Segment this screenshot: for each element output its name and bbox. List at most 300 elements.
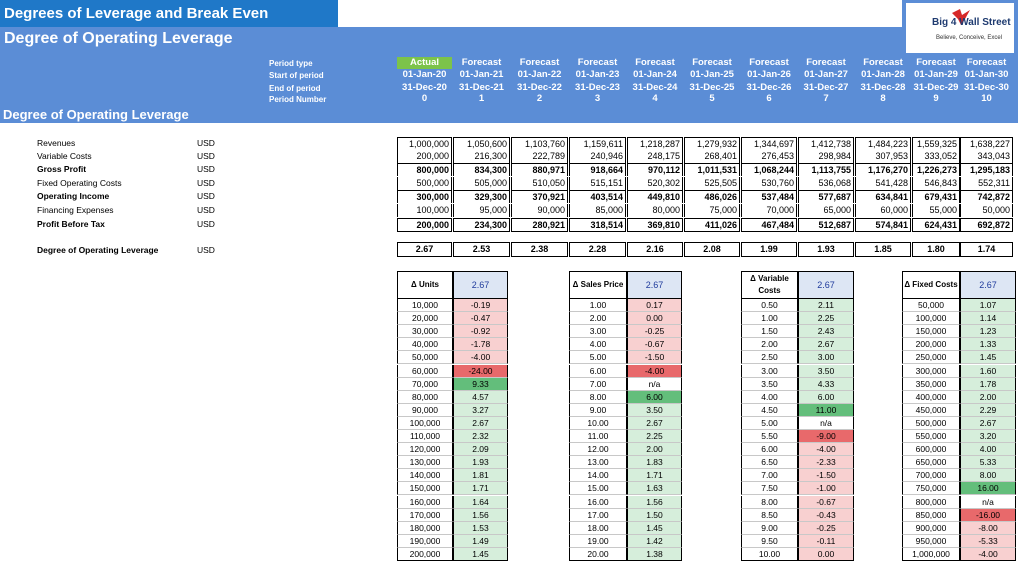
sensitivity-input[interactable]: 250,000 bbox=[902, 351, 960, 364]
sensitivity-output[interactable]: 2.11 bbox=[798, 299, 854, 312]
period-type-10: Forecast bbox=[966, 57, 1007, 68]
sensitivity-input[interactable]: 2.00 bbox=[741, 338, 798, 351]
sensitivity-output[interactable]: 2.29 bbox=[960, 404, 1016, 417]
dol-cell[interactable]: 2.28 bbox=[569, 242, 626, 257]
table-cell[interactable]: 318,514 bbox=[569, 218, 626, 232]
period-num-9: 9 bbox=[933, 93, 939, 104]
logo-tagline: Believe, Conceive, Excel bbox=[936, 35, 1003, 41]
sensitivity-output[interactable]: 0.00 bbox=[798, 548, 854, 561]
table-cell[interactable]: 510,050 bbox=[511, 177, 568, 190]
table-cell[interactable]: 298,984 bbox=[798, 150, 854, 163]
period-start-3: 01-Jan-23 bbox=[575, 69, 620, 80]
table-cell[interactable]: 1,050,600 bbox=[453, 137, 510, 150]
table-cell[interactable]: 679,431 bbox=[912, 190, 960, 203]
period-type-8: Forecast bbox=[863, 57, 903, 68]
sensitivity-input[interactable]: 8.00 bbox=[741, 496, 798, 509]
sensitivity-input[interactable]: 150,000 bbox=[902, 325, 960, 338]
sensitivity-input[interactable]: 10.00 bbox=[741, 548, 798, 561]
table-cell[interactable]: 85,000 bbox=[569, 204, 626, 217]
sensitivity-output[interactable]: 2.43 bbox=[798, 325, 854, 338]
period-num-8: 8 bbox=[880, 93, 886, 104]
table-cell[interactable]: 800,000 bbox=[397, 163, 452, 176]
sensitivity-output[interactable]: 1.78 bbox=[960, 378, 1016, 391]
sensitivity-input[interactable]: 120,000 bbox=[397, 443, 453, 456]
sensitivity-input[interactable]: 11.00 bbox=[569, 430, 627, 443]
section-title: Degree of Operating Leverage bbox=[3, 107, 189, 122]
table-cell[interactable]: 307,953 bbox=[855, 150, 911, 163]
sensitivity-output[interactable]: 5.33 bbox=[960, 456, 1016, 469]
table-cell[interactable]: 525,505 bbox=[684, 177, 740, 190]
sensitivity-output[interactable]: -0.67 bbox=[627, 338, 682, 351]
sensitivity-output[interactable]: 4.57 bbox=[453, 391, 508, 404]
sensitivity-output[interactable]: 1.71 bbox=[627, 469, 682, 482]
sensitivity-input[interactable]: 7.00 bbox=[569, 378, 627, 391]
sensitivity-input[interactable]: 6.50 bbox=[741, 456, 798, 469]
sensitivity-input[interactable]: 3.00 bbox=[741, 365, 798, 378]
sensitivity-input[interactable]: 1,000,000 bbox=[902, 548, 960, 561]
sensitivity-input[interactable]: 70,000 bbox=[397, 378, 453, 391]
sensitivity-output[interactable]: 3.50 bbox=[798, 365, 854, 378]
table-cell[interactable]: 276,453 bbox=[741, 150, 797, 163]
table-cell[interactable]: 200,000 bbox=[397, 150, 452, 163]
period-label-type: Period type bbox=[269, 59, 313, 68]
sensitivity-output[interactable]: 1.50 bbox=[627, 509, 682, 522]
sensitivity-input[interactable]: 350,000 bbox=[902, 378, 960, 391]
sensitivity-output[interactable]: 1.33 bbox=[960, 338, 1016, 351]
table-cell[interactable]: 574,841 bbox=[855, 218, 911, 232]
sensitivity-output[interactable]: -0.19 bbox=[453, 299, 508, 312]
sensitivity-input[interactable]: 5.50 bbox=[741, 430, 798, 443]
table-cell[interactable]: 1,176,270 bbox=[855, 163, 911, 176]
dol-cell[interactable]: 1.93 bbox=[798, 242, 854, 257]
sensitivity-output[interactable]: -0.25 bbox=[798, 522, 854, 535]
sensitivity-input[interactable]: 150,000 bbox=[397, 482, 453, 495]
table-cell[interactable]: 624,431 bbox=[912, 218, 960, 232]
sensitivity-input[interactable]: 50,000 bbox=[902, 299, 960, 312]
table-cell[interactable]: 577,687 bbox=[798, 190, 854, 203]
dol-cell[interactable]: 2.38 bbox=[511, 242, 568, 257]
sensitivity-output[interactable]: 16.00 bbox=[960, 482, 1016, 495]
period-type-5: Forecast bbox=[692, 57, 732, 68]
sensitivity-input[interactable]: 19.00 bbox=[569, 535, 627, 548]
period-type-2: Forecast bbox=[519, 57, 560, 68]
sensitivity-input[interactable]: 14.00 bbox=[569, 469, 627, 482]
sensitivity-input[interactable]: 16.00 bbox=[569, 496, 627, 509]
sensitivity-input[interactable]: 600,000 bbox=[902, 443, 960, 456]
sensitivity-base-value[interactable]: 2.67 bbox=[453, 271, 508, 299]
sensitivity-output[interactable]: 3.00 bbox=[798, 351, 854, 364]
row-unit: USD bbox=[197, 164, 215, 174]
table-cell[interactable]: 100,000 bbox=[397, 204, 452, 217]
sensitivity-output[interactable]: 1.60 bbox=[960, 365, 1016, 378]
period-end-6: 31-Dec-26 bbox=[746, 82, 792, 93]
sensitivity-input[interactable]: 1.00 bbox=[569, 299, 627, 312]
sensitivity-input[interactable]: 12.00 bbox=[569, 443, 627, 456]
sensitivity-input[interactable]: 13.00 bbox=[569, 456, 627, 469]
table-cell[interactable]: 834,300 bbox=[453, 163, 510, 176]
sensitivity-input[interactable]: 9.00 bbox=[741, 522, 798, 535]
sensitivity-input[interactable]: 3.00 bbox=[569, 325, 627, 338]
sensitivity-input[interactable]: 300,000 bbox=[902, 365, 960, 378]
table-cell[interactable]: 268,401 bbox=[684, 150, 740, 163]
sensitivity-output[interactable]: 1.71 bbox=[453, 482, 508, 495]
sensitivity-output[interactable]: 1.64 bbox=[453, 496, 508, 509]
table-cell[interactable]: 300,000 bbox=[397, 190, 452, 203]
table-cell[interactable]: 234,300 bbox=[453, 218, 510, 232]
table-cell[interactable]: 1,011,531 bbox=[684, 163, 740, 176]
period-type-7: Forecast bbox=[806, 57, 846, 68]
sensitivity-output[interactable]: -0.43 bbox=[798, 509, 854, 522]
period-label-start: Start of period bbox=[269, 71, 324, 80]
period-start-4: 01-Jan-24 bbox=[633, 69, 677, 80]
sensitivity-input[interactable]: 170,000 bbox=[397, 509, 453, 522]
sensitivity-input[interactable]: 8.00 bbox=[569, 391, 627, 404]
period-num-3: 3 bbox=[594, 93, 601, 104]
table-cell[interactable]: 95,000 bbox=[453, 204, 510, 217]
sensitivity-input[interactable]: 80,000 bbox=[397, 391, 453, 404]
table-cell[interactable]: 1,226,273 bbox=[912, 163, 960, 176]
dol-label: Degree of Operating Leverage bbox=[37, 245, 159, 255]
sensitivity-input[interactable]: 0.50 bbox=[741, 299, 798, 312]
sensitivity-input[interactable]: 130,000 bbox=[397, 456, 453, 469]
sensitivity-output[interactable]: -4.00 bbox=[453, 351, 508, 364]
table-cell[interactable]: 467,484 bbox=[741, 218, 797, 232]
sensitivity-output[interactable]: -4.00 bbox=[627, 365, 682, 378]
table-cell[interactable]: 1,159,611 bbox=[569, 137, 626, 150]
sensitivity-output[interactable]: -8.00 bbox=[960, 522, 1016, 535]
sensitivity-output[interactable]: -0.92 bbox=[453, 325, 508, 338]
sensitivity-input[interactable]: 6.00 bbox=[741, 443, 798, 456]
sensitivity-output[interactable]: -16.00 bbox=[960, 509, 1016, 522]
sensitivity-input[interactable]: 2.00 bbox=[569, 312, 627, 325]
table-cell[interactable]: 248,175 bbox=[627, 150, 683, 163]
row-label: Fixed Operating Costs bbox=[37, 178, 122, 188]
table-cell[interactable]: 546,843 bbox=[912, 177, 960, 190]
sensitivity-input[interactable]: 160,000 bbox=[397, 496, 453, 509]
sensitivity-output[interactable]: 1.49 bbox=[453, 535, 508, 548]
table-cell[interactable]: 742,872 bbox=[960, 190, 1013, 203]
table-cell[interactable]: 70,000 bbox=[741, 204, 797, 217]
sensitivity-output[interactable]: -4.00 bbox=[960, 548, 1016, 561]
table-cell[interactable]: 536,068 bbox=[798, 177, 854, 190]
period-start-6: 01-Jan-26 bbox=[747, 69, 791, 80]
sensitivity-input[interactable]: 9.50 bbox=[741, 535, 798, 548]
table-cell[interactable]: 329,300 bbox=[453, 190, 510, 203]
sensitivity-output[interactable]: -24.00 bbox=[453, 365, 508, 378]
table-cell[interactable]: 1,638,227 bbox=[960, 137, 1013, 150]
table-cell[interactable]: 1,103,760 bbox=[511, 137, 568, 150]
sensitivity-output[interactable]: 2.67 bbox=[627, 417, 682, 430]
period-num-1: 1 bbox=[478, 93, 485, 104]
row-label: Profit Before Tax bbox=[37, 219, 105, 229]
sensitivity-output[interactable]: -1.50 bbox=[798, 469, 854, 482]
sensitivity-output[interactable]: 2.09 bbox=[453, 443, 508, 456]
table-cell[interactable]: 370,921 bbox=[511, 190, 568, 203]
table-cell[interactable]: 1,295,183 bbox=[960, 163, 1013, 176]
sensitivity-input[interactable]: 4.00 bbox=[741, 391, 798, 404]
sensitivity-base-value[interactable]: 2.67 bbox=[627, 271, 682, 299]
period-end-9: 31-Dec-29 bbox=[913, 82, 959, 93]
period-num-10: 10 bbox=[981, 93, 992, 104]
period-end-4: 31-Dec-24 bbox=[632, 82, 678, 93]
sensitivity-input[interactable]: 18.00 bbox=[569, 522, 627, 535]
sensitivity-input[interactable]: 950,000 bbox=[902, 535, 960, 548]
sensitivity-output[interactable]: -4.00 bbox=[798, 443, 854, 456]
table-cell[interactable]: 634,841 bbox=[855, 190, 911, 203]
table-cell[interactable]: 333,052 bbox=[912, 150, 960, 163]
sensitivity-output[interactable]: 6.00 bbox=[798, 391, 854, 404]
row-unit: USD bbox=[197, 151, 215, 161]
sensitivity-output[interactable]: 1.45 bbox=[960, 351, 1016, 364]
sensitivity-input[interactable]: 9.00 bbox=[569, 404, 627, 417]
table-cell[interactable]: 240,946 bbox=[569, 150, 626, 163]
sensitivity-output[interactable]: 1.63 bbox=[627, 482, 682, 495]
table-cell[interactable]: 520,302 bbox=[627, 177, 683, 190]
period-start-10: 01-Jan-30 bbox=[964, 69, 1009, 80]
sensitivity-input[interactable]: 700,000 bbox=[902, 469, 960, 482]
sensitivity-input[interactable]: 100,000 bbox=[397, 417, 453, 430]
table-cell[interactable]: 75,000 bbox=[684, 204, 740, 217]
table-cell[interactable]: 1,000,000 bbox=[397, 137, 452, 150]
period-end-8: 31-Dec-28 bbox=[860, 82, 906, 93]
row-label: Operating Income bbox=[37, 191, 110, 201]
table-cell[interactable]: 80,000 bbox=[627, 204, 683, 217]
period-end-2: 31-Dec-22 bbox=[517, 82, 562, 93]
sensitivity-input[interactable]: 50,000 bbox=[397, 351, 453, 364]
row-label: Financing Expenses bbox=[37, 205, 114, 215]
sensitivity-output[interactable]: 1.56 bbox=[453, 509, 508, 522]
sensitivity-output[interactable]: 1.38 bbox=[627, 548, 682, 561]
period-num-0: 0 bbox=[421, 93, 428, 104]
dol-cell[interactable]: 2.53 bbox=[453, 242, 510, 257]
table-cell[interactable]: 541,428 bbox=[855, 177, 911, 190]
sensitivity-header: Δ Units bbox=[397, 271, 453, 299]
sensitivity-output[interactable]: 1.45 bbox=[627, 522, 682, 535]
sensitivity-output[interactable]: 8.00 bbox=[960, 469, 1016, 482]
sensitivity-output[interactable]: 2.67 bbox=[453, 417, 508, 430]
sensitivity-input[interactable]: 3.50 bbox=[741, 378, 798, 391]
sensitivity-input[interactable]: 7.00 bbox=[741, 469, 798, 482]
period-start-2: 01-Jan-22 bbox=[517, 69, 562, 80]
table-cell[interactable]: 1,344,697 bbox=[741, 137, 797, 150]
sensitivity-output[interactable]: -1.50 bbox=[627, 351, 682, 364]
sensitivity-base-value[interactable]: 2.67 bbox=[960, 271, 1016, 299]
sensitivity-output[interactable]: 9.33 bbox=[453, 378, 508, 391]
sensitivity-output[interactable]: 1.07 bbox=[960, 299, 1016, 312]
sensitivity-input[interactable]: 180,000 bbox=[397, 522, 453, 535]
table-cell[interactable]: 1,279,932 bbox=[684, 137, 740, 150]
table-cell[interactable]: 403,514 bbox=[569, 190, 626, 203]
sensitivity-input[interactable]: 5.00 bbox=[569, 351, 627, 364]
table-cell[interactable]: 50,000 bbox=[960, 204, 1013, 217]
sensitivity-output[interactable]: 0.00 bbox=[627, 312, 682, 325]
table-cell[interactable]: 55,000 bbox=[912, 204, 960, 217]
sensitivity-output[interactable]: 6.00 bbox=[627, 391, 682, 404]
sensitivity-output[interactable]: 1.14 bbox=[960, 312, 1016, 325]
table-cell[interactable]: 200,000 bbox=[397, 218, 452, 232]
sensitivity-input[interactable]: 90,000 bbox=[397, 404, 453, 417]
table-cell[interactable]: 512,687 bbox=[798, 218, 854, 232]
sensitivity-output[interactable]: 1.53 bbox=[453, 522, 508, 535]
table-cell[interactable]: 1,068,244 bbox=[741, 163, 797, 176]
sensitivity-output[interactable]: 1.45 bbox=[453, 548, 508, 561]
sensitivity-output[interactable]: n/a bbox=[960, 496, 1016, 509]
table-cell[interactable]: 692,872 bbox=[960, 218, 1013, 232]
row-label: Gross Profit bbox=[37, 164, 87, 174]
sensitivity-base-value[interactable]: 2.67 bbox=[798, 271, 854, 299]
logo bbox=[906, 3, 1014, 53]
sheet-subtitle: Degree of Operating Leverage bbox=[4, 30, 233, 47]
sensitivity-input[interactable]: 900,000 bbox=[902, 522, 960, 535]
dol-cell[interactable]: 2.16 bbox=[627, 242, 683, 257]
period-num-5: 5 bbox=[709, 93, 715, 104]
sensitivity-output[interactable]: 2.67 bbox=[960, 417, 1016, 430]
table-cell[interactable]: 1,559,325 bbox=[912, 137, 960, 150]
table-cell[interactable]: 65,000 bbox=[798, 204, 854, 217]
sensitivity-output[interactable]: 2.25 bbox=[798, 312, 854, 325]
sensitivity-output[interactable]: 1.93 bbox=[453, 456, 508, 469]
sensitivity-input[interactable]: 17.00 bbox=[569, 509, 627, 522]
period-type-3: Forecast bbox=[577, 57, 618, 68]
sensitivity-output[interactable]: 2.00 bbox=[960, 391, 1016, 404]
table-cell[interactable]: 411,026 bbox=[684, 218, 740, 232]
dol-cell[interactable]: 1.74 bbox=[960, 242, 1013, 257]
sensitivity-input[interactable]: 400,000 bbox=[902, 391, 960, 404]
sensitivity-output[interactable]: 3.27 bbox=[453, 404, 508, 417]
sensitivity-output[interactable]: n/a bbox=[627, 378, 682, 391]
dol-cell[interactable]: 1.99 bbox=[741, 242, 797, 257]
table-cell[interactable]: 880,971 bbox=[511, 163, 568, 176]
sensitivity-input[interactable]: 6.00 bbox=[569, 365, 627, 378]
dol-cell[interactable]: 2.67 bbox=[397, 242, 452, 257]
dol-cell[interactable]: 2.08 bbox=[684, 242, 740, 257]
sensitivity-output[interactable]: 1.56 bbox=[627, 496, 682, 509]
sensitivity-output[interactable]: 2.00 bbox=[627, 443, 682, 456]
sensitivity-input[interactable]: 20,000 bbox=[397, 312, 453, 325]
sensitivity-output[interactable]: -0.47 bbox=[453, 312, 508, 325]
sensitivity-output[interactable]: -2.33 bbox=[798, 456, 854, 469]
sensitivity-input[interactable]: 190,000 bbox=[397, 535, 453, 548]
sensitivity-input[interactable]: 7.50 bbox=[741, 482, 798, 495]
sensitivity-input[interactable]: 850,000 bbox=[902, 509, 960, 522]
table-cell[interactable]: 1,484,223 bbox=[855, 137, 911, 150]
table-cell[interactable]: 280,921 bbox=[511, 218, 568, 232]
sensitivity-output[interactable]: -9.00 bbox=[798, 430, 854, 443]
sensitivity-output[interactable]: n/a bbox=[798, 417, 854, 430]
sensitivity-input[interactable]: 10,000 bbox=[397, 299, 453, 312]
dol-cell[interactable]: 1.85 bbox=[855, 242, 911, 257]
sensitivity-input[interactable]: 110,000 bbox=[397, 430, 453, 443]
period-end-7: 31-Dec-27 bbox=[803, 82, 849, 93]
table-cell[interactable]: 918,664 bbox=[569, 163, 626, 176]
sensitivity-input[interactable]: 450,000 bbox=[902, 404, 960, 417]
sensitivity-output[interactable]: 1.23 bbox=[960, 325, 1016, 338]
table-cell[interactable]: 449,810 bbox=[627, 190, 683, 203]
sensitivity-input[interactable]: 4.50 bbox=[741, 404, 798, 417]
sensitivity-output[interactable]: 2.67 bbox=[798, 338, 854, 351]
sensitivity-input[interactable]: 4.00 bbox=[569, 338, 627, 351]
sensitivity-input[interactable]: 40,000 bbox=[397, 338, 453, 351]
sensitivity-output[interactable]: 2.25 bbox=[627, 430, 682, 443]
row-label: Revenues bbox=[37, 138, 76, 148]
sensitivity-output[interactable]: 0.17 bbox=[627, 299, 682, 312]
table-cell[interactable]: 1,113,755 bbox=[798, 163, 854, 176]
table-cell[interactable]: 90,000 bbox=[511, 204, 568, 217]
sensitivity-input[interactable]: 650,000 bbox=[902, 456, 960, 469]
table-cell[interactable]: 552,311 bbox=[960, 177, 1013, 190]
sensitivity-input[interactable]: 15.00 bbox=[569, 482, 627, 495]
sensitivity-output[interactable]: 4.33 bbox=[798, 378, 854, 391]
sensitivity-output[interactable]: -0.11 bbox=[798, 535, 854, 548]
table-cell[interactable]: 1,412,738 bbox=[798, 137, 854, 150]
sensitivity-output[interactable]: 4.00 bbox=[960, 443, 1016, 456]
sensitivity-input[interactable]: 8.50 bbox=[741, 509, 798, 522]
table-cell[interactable]: 369,810 bbox=[627, 218, 683, 232]
table-cell[interactable]: 530,760 bbox=[741, 177, 797, 190]
table-cell[interactable]: 1,218,287 bbox=[627, 137, 683, 150]
sensitivity-output[interactable]: 1.83 bbox=[627, 456, 682, 469]
sensitivity-input[interactable]: 800,000 bbox=[902, 496, 960, 509]
period-type-1: Forecast bbox=[461, 57, 502, 68]
table-cell[interactable]: 500,000 bbox=[397, 177, 452, 190]
table-cell[interactable]: 505,000 bbox=[453, 177, 510, 190]
table-cell[interactable]: 486,026 bbox=[684, 190, 740, 203]
table-cell[interactable]: 537,484 bbox=[741, 190, 797, 203]
sensitivity-output[interactable]: 11.00 bbox=[798, 404, 854, 417]
sensitivity-input[interactable]: 10.00 bbox=[569, 417, 627, 430]
sensitivity-input[interactable]: 140,000 bbox=[397, 469, 453, 482]
period-start-7: 01-Jan-27 bbox=[804, 69, 848, 80]
sensitivity-input[interactable]: 30,000 bbox=[397, 325, 453, 338]
table-cell[interactable]: 515,151 bbox=[569, 177, 626, 190]
sensitivity-input[interactable]: 5.00 bbox=[741, 417, 798, 430]
period-end-1: 31-Dec-21 bbox=[459, 82, 504, 93]
sensitivity-input[interactable]: 500,000 bbox=[902, 417, 960, 430]
period-type-4: Forecast bbox=[635, 57, 675, 68]
period-type-6: Forecast bbox=[749, 57, 789, 68]
sensitivity-output[interactable]: 1.42 bbox=[627, 535, 682, 548]
sensitivity-header: Δ Sales Price bbox=[569, 271, 627, 299]
table-cell[interactable]: 216,300 bbox=[453, 150, 510, 163]
sensitivity-input[interactable]: 20.00 bbox=[569, 548, 627, 561]
sensitivity-output[interactable]: -5.33 bbox=[960, 535, 1016, 548]
sensitivity-input[interactable]: 200,000 bbox=[902, 338, 960, 351]
sensitivity-input[interactable]: 1.50 bbox=[741, 325, 798, 338]
row-unit: USD bbox=[197, 205, 215, 215]
sensitivity-output[interactable]: -1.78 bbox=[453, 338, 508, 351]
table-cell[interactable]: 343,043 bbox=[960, 150, 1013, 163]
sensitivity-input[interactable]: 1.00 bbox=[741, 312, 798, 325]
sensitivity-input[interactable]: 200,000 bbox=[397, 548, 453, 561]
logo-name: Big 4 Wall Street bbox=[932, 17, 1011, 28]
sensitivity-output[interactable]: -0.67 bbox=[798, 496, 854, 509]
dol-cell[interactable]: 1.80 bbox=[912, 242, 960, 257]
sensitivity-input[interactable]: 750,000 bbox=[902, 482, 960, 495]
sensitivity-output[interactable]: 1.81 bbox=[453, 469, 508, 482]
sensitivity-output[interactable]: -1.00 bbox=[798, 482, 854, 495]
table-cell[interactable]: 60,000 bbox=[855, 204, 911, 217]
table-cell[interactable]: 970,112 bbox=[627, 163, 683, 176]
sensitivity-input[interactable]: 550,000 bbox=[902, 430, 960, 443]
sensitivity-input[interactable]: 60,000 bbox=[397, 365, 453, 378]
sensitivity-input[interactable]: 2.50 bbox=[741, 351, 798, 364]
table-cell[interactable]: 222,789 bbox=[511, 150, 568, 163]
sensitivity-output[interactable]: 3.20 bbox=[960, 430, 1016, 443]
sensitivity-output[interactable]: 2.32 bbox=[453, 430, 508, 443]
sensitivity-output[interactable]: 3.50 bbox=[627, 404, 682, 417]
sensitivity-output[interactable]: -0.25 bbox=[627, 325, 682, 338]
sensitivity-input[interactable]: 100,000 bbox=[902, 312, 960, 325]
